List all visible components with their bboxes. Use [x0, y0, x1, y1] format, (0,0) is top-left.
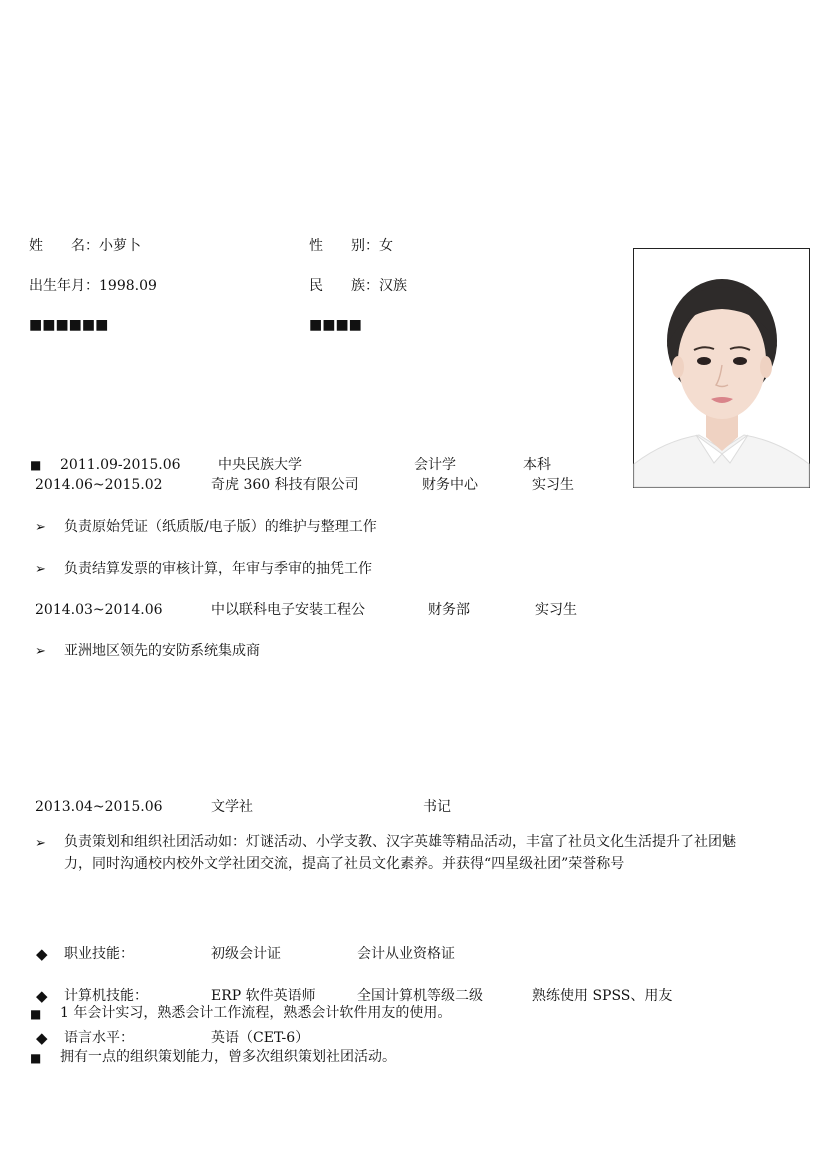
clipped-row-left: ■■■■■■	[29, 317, 109, 333]
self-eval-bullet-2	[30, 1049, 41, 1067]
skill-computer-label: 计算机技能：	[64, 988, 148, 1004]
clipped-row-right: ■■■■	[309, 317, 362, 333]
ethnicity-field	[309, 277, 407, 295]
skill-computer-item-2: 全国计算机等级二级	[357, 988, 483, 1004]
name-field	[29, 237, 141, 255]
diamond-bullet-icon: ◆	[36, 945, 48, 963]
campus-organization: 文学社	[211, 799, 253, 815]
campus-role: 书记	[423, 799, 451, 815]
work-1-department: 财务中心	[422, 477, 478, 493]
work-1-bullet-1-text: 负责原始凭证（纸质版/电子版）的维护与整理工作	[64, 519, 377, 535]
campus-bullet	[35, 834, 46, 853]
name-label: 姓 名：	[29, 238, 99, 254]
work-1-company: 奇虎 360 科技有限公司	[211, 477, 359, 493]
skill-professional-bullet	[36, 945, 48, 964]
name-value: 小萝卜	[99, 238, 141, 254]
square-bullet-icon: ■	[30, 458, 42, 472]
portrait-image	[634, 249, 809, 487]
arrow-bullet-icon: ➢	[35, 562, 46, 577]
campus-description: 负责策划和组织社团活动如：灯谜活动、小学支教、汉字英雄等精品活动，丰富了社员文化生活提升了社团魅力，同时沟通校内校外文学社团交流，提高了社员文化素养。并获得“四星级社团”荣誉称号	[64, 834, 736, 872]
education-school: 中央民族大学	[218, 457, 302, 473]
self-eval-bullet-1	[30, 1005, 41, 1023]
work-2-position: 实习生	[535, 602, 577, 618]
work-1-position: 实习生	[532, 477, 574, 493]
education-degree: 本科	[523, 457, 551, 473]
birth-field	[29, 277, 157, 295]
gender-value: 女	[379, 238, 393, 254]
work-1-bullet-1	[35, 518, 46, 537]
education-row	[30, 456, 41, 474]
birth-label: 出生年月：	[29, 278, 99, 294]
work-1-period: 2014.06~2015.02	[35, 477, 163, 493]
work-1-bullet-2-text: 负责结算发票的审核计算，年审与季审的抽凭工作	[64, 561, 372, 577]
skill-computer-item-3: 熟练使用 SPSS、用友	[532, 988, 673, 1004]
diamond-bullet-icon: ◆	[36, 987, 48, 1005]
work-2-period: 2014.03~2014.06	[35, 602, 163, 618]
skill-professional-item-1: 初级会计证	[211, 946, 281, 962]
work-1-bullet-2	[35, 560, 46, 579]
ethnicity-label: 民 族：	[309, 278, 379, 294]
birth-value: 1998.09	[99, 278, 157, 294]
gender-field	[309, 237, 393, 255]
self-eval-item-2: 拥有一点的组织策划能力，曾多次组织策划社团活动。	[60, 1049, 396, 1065]
diamond-bullet-icon: ◆	[36, 1029, 48, 1047]
skill-professional-label: 职业技能：	[64, 946, 134, 962]
work-2-department: 财务部	[428, 602, 470, 618]
square-bullet-icon: ■	[30, 1051, 42, 1065]
arrow-bullet-icon: ➢	[35, 644, 46, 659]
portrait-photo	[633, 248, 810, 488]
skill-language-value: 英语（CET-6）	[211, 1030, 310, 1046]
ethnicity-value: 汉族	[379, 278, 407, 294]
square-bullet-icon: ■	[30, 1007, 42, 1021]
arrow-bullet-icon: ➢	[35, 520, 46, 535]
gender-label: 性 别：	[309, 238, 379, 254]
self-eval-item-1: 1 年会计实习，熟悉会计工作流程，熟悉会计软件用友的使用。	[60, 1005, 452, 1021]
arrow-bullet-icon: ➢	[35, 836, 46, 851]
campus-period: 2013.04~2015.06	[35, 799, 163, 815]
skill-professional-item-2: 会计从业资格证	[357, 946, 455, 962]
skill-language-bullet	[36, 1029, 48, 1048]
work-2-bullet-1-text: 亚洲地区领先的安防系统集成商	[64, 643, 260, 659]
education-major: 会计学	[414, 457, 456, 473]
work-2-company: 中以联科电子安装工程公	[211, 602, 365, 618]
skill-computer-bullet	[36, 987, 48, 1006]
skill-language-label: 语言水平：	[64, 1030, 134, 1046]
skill-computer-item-1: ERP 软件英语师	[211, 988, 316, 1004]
work-2-bullet-1	[35, 642, 435, 659]
education-period: 2011.09-2015.06	[60, 457, 181, 473]
